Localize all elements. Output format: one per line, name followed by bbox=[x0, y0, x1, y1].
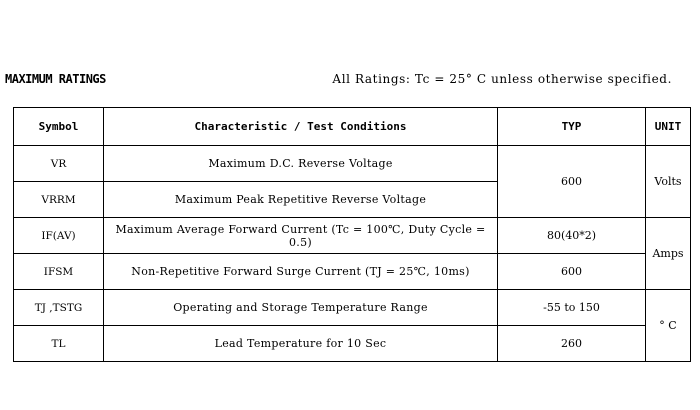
cell-symbol: VRRM bbox=[14, 182, 104, 218]
header-symbol: Symbol bbox=[14, 108, 104, 146]
cell-symbol: IFSM bbox=[14, 254, 104, 290]
cell-unit-volts: Volts bbox=[646, 146, 691, 218]
cell-unit-temp: ° C bbox=[646, 290, 691, 362]
cell-typ: -55 to 150 bbox=[498, 290, 646, 326]
header-unit: UNIT bbox=[646, 108, 691, 146]
cell-characteristic: Maximum D.C. Reverse Voltage bbox=[104, 146, 498, 182]
cell-characteristic: Non-Repetitive Forward Surge Current (TJ = 25℃, 10ms) bbox=[104, 254, 498, 290]
cell-symbol: VR bbox=[14, 146, 104, 182]
cell-unit-amps: Amps bbox=[646, 218, 691, 290]
cell-characteristic: Maximum Average Forward Current (Tc = 100℃, Duty Cycle = 0.5) bbox=[104, 218, 498, 254]
table-row bbox=[14, 146, 691, 182]
header-characteristic: Characteristic / Test Conditions bbox=[104, 108, 498, 146]
header-typ: TYP bbox=[498, 108, 646, 146]
table-row bbox=[14, 218, 691, 254]
table-header-row bbox=[14, 108, 691, 146]
table-row bbox=[14, 326, 691, 362]
cell-typ: 600 bbox=[498, 254, 646, 290]
ratings-note: All Ratings: Tc = 25° C unless otherwise specified. bbox=[332, 72, 672, 86]
cell-symbol: TJ ,TSTG bbox=[14, 290, 104, 326]
cell-symbol: TL bbox=[14, 326, 104, 362]
section-title: MAXIMUM RATINGS bbox=[5, 72, 106, 86]
maximum-ratings-table bbox=[13, 107, 691, 362]
cell-characteristic: Lead Temperature for 10 Sec bbox=[104, 326, 498, 362]
cell-typ: 260 bbox=[498, 326, 646, 362]
cell-characteristic: Maximum Peak Repetitive Reverse Voltage bbox=[104, 182, 498, 218]
cell-symbol: IF(AV) bbox=[14, 218, 104, 254]
cell-typ: 80(40*2) bbox=[498, 218, 646, 254]
table-row bbox=[14, 254, 691, 290]
cell-characteristic: Operating and Storage Temperature Range bbox=[104, 290, 498, 326]
cell-typ-voltage: 600 bbox=[498, 146, 646, 218]
table-row bbox=[14, 290, 691, 326]
